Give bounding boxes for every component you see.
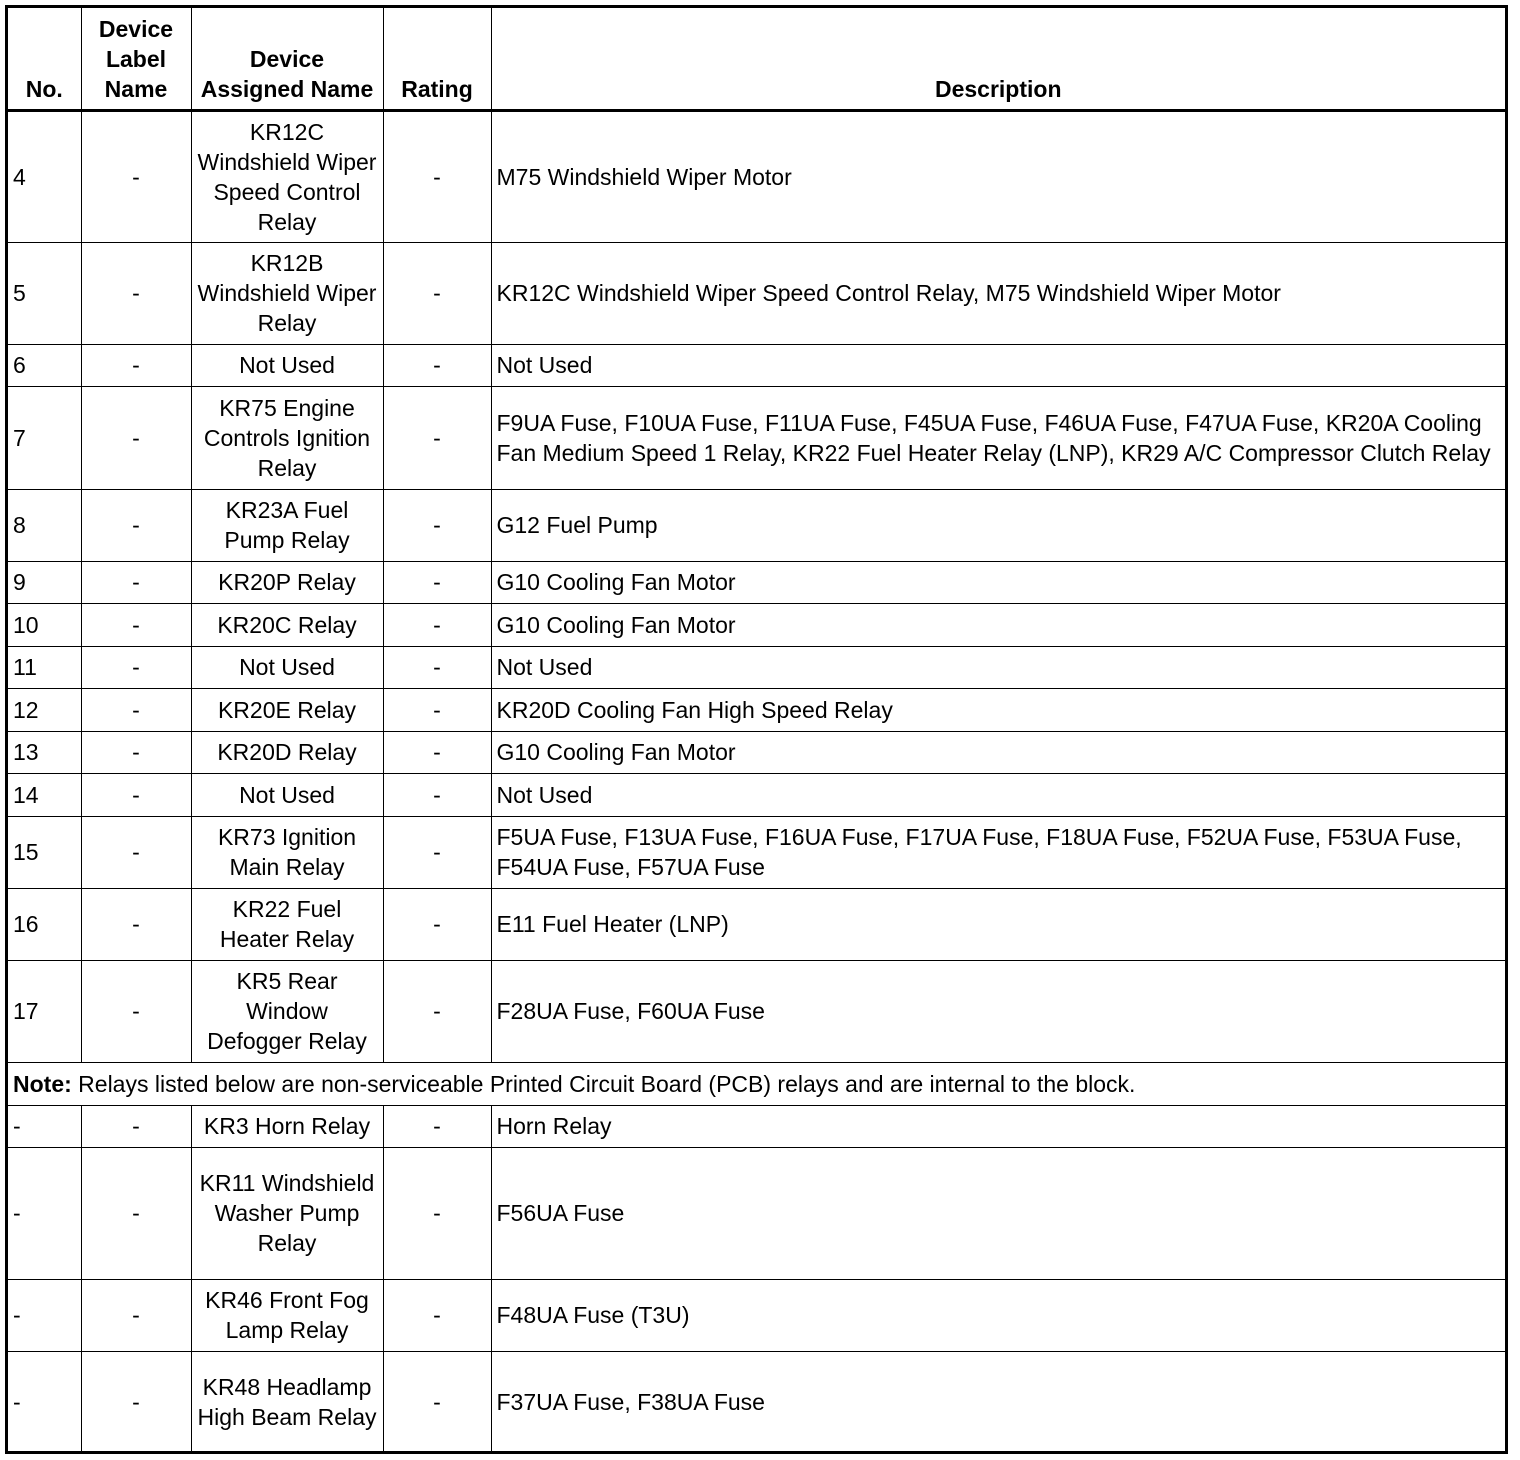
header-rating: Rating <box>383 8 491 110</box>
cell-rating: - <box>383 731 491 773</box>
header-device-assigned-name: Device Assigned Name <box>191 8 383 110</box>
cell-description: G10 Cooling Fan Motor <box>491 731 1505 773</box>
table-row <box>8 603 1505 646</box>
cell-description: F48UA Fuse (T3U) <box>491 1279 1505 1351</box>
cell-description: E11 Fuel Heater (LNP) <box>491 888 1505 960</box>
cell-description: G10 Cooling Fan Motor <box>491 603 1505 646</box>
cell-device-label-name: - <box>81 773 191 816</box>
table-row <box>8 646 1505 688</box>
cell-no: - <box>8 1351 81 1453</box>
table-row <box>8 731 1505 773</box>
cell-device-assigned-name: KR46 Front Fog Lamp Relay <box>191 1279 383 1351</box>
cell-rating: - <box>383 386 491 489</box>
cell-rating: - <box>383 1351 491 1453</box>
cell-rating: - <box>383 960 491 1062</box>
note-text: Relays listed below are non-serviceable Printed Circuit Board (PCB) relays and are internal to the block. <box>71 1070 1136 1097</box>
table-row <box>8 688 1505 731</box>
cell-rating: - <box>383 561 491 603</box>
cell-device-assigned-name: Not Used <box>191 773 383 816</box>
cell-rating: - <box>383 603 491 646</box>
cell-no: 17 <box>8 960 81 1062</box>
cell-description: F37UA Fuse, F38UA Fuse <box>491 1351 1505 1453</box>
cell-no: 5 <box>8 242 81 344</box>
cell-no: 8 <box>8 489 81 561</box>
cell-no: 12 <box>8 688 81 731</box>
cell-rating: - <box>383 489 491 561</box>
cell-description: KR20D Cooling Fan High Speed Relay <box>491 688 1505 731</box>
table-row <box>8 1105 1505 1147</box>
cell-no: 11 <box>8 646 81 688</box>
cell-device-assigned-name: KR22 Fuel Heater Relay <box>191 888 383 960</box>
cell-device-assigned-name: KR12C Windshield Wiper Speed Control Relay <box>191 110 383 242</box>
cell-no: 4 <box>8 110 81 242</box>
cell-device-label-name: - <box>81 688 191 731</box>
cell-rating: - <box>383 1147 491 1279</box>
cell-description: Horn Relay <box>491 1105 1505 1147</box>
cell-device-label-name: - <box>81 1279 191 1351</box>
table-row <box>8 1279 1505 1351</box>
cell-no: - <box>8 1105 81 1147</box>
cell-device-label-name: - <box>81 386 191 489</box>
header-description: Description <box>491 8 1505 110</box>
note-label: Note: <box>13 1070 72 1097</box>
table-row <box>8 816 1505 888</box>
table-row <box>8 344 1505 386</box>
cell-rating: - <box>383 816 491 888</box>
cell-no: 7 <box>8 386 81 489</box>
cell-description: G12 Fuel Pump <box>491 489 1505 561</box>
cell-no: 16 <box>8 888 81 960</box>
table-row <box>8 242 1505 344</box>
cell-device-assigned-name: KR3 Horn Relay <box>191 1105 383 1147</box>
table-row <box>8 561 1505 603</box>
cell-rating: - <box>383 1105 491 1147</box>
cell-device-assigned-name: KR20E Relay <box>191 688 383 731</box>
table-row <box>8 773 1505 816</box>
cell-description: F56UA Fuse <box>491 1147 1505 1279</box>
table-row <box>8 110 1505 242</box>
note-row <box>8 1062 1505 1105</box>
header-no: No. <box>8 8 81 110</box>
cell-device-assigned-name: KR75 Engine Controls Ignition Relay <box>191 386 383 489</box>
cell-no: 13 <box>8 731 81 773</box>
cell-rating: - <box>383 242 491 344</box>
cell-rating: - <box>383 1279 491 1351</box>
cell-device-assigned-name: KR20D Relay <box>191 731 383 773</box>
cell-description: G10 Cooling Fan Motor <box>491 561 1505 603</box>
cell-description: KR12C Windshield Wiper Speed Control Relay, M75 Windshield Wiper Motor <box>491 242 1505 344</box>
table-row <box>8 960 1505 1062</box>
cell-device-label-name: - <box>81 1105 191 1147</box>
cell-description: Not Used <box>491 344 1505 386</box>
cell-description: M75 Windshield Wiper Motor <box>491 110 1505 242</box>
cell-device-label-name: - <box>81 960 191 1062</box>
cell-no: - <box>8 1279 81 1351</box>
table-row <box>8 1351 1505 1453</box>
cell-rating: - <box>383 646 491 688</box>
cell-device-assigned-name: Not Used <box>191 344 383 386</box>
cell-device-assigned-name: KR73 Ignition Main Relay <box>191 816 383 888</box>
cell-device-assigned-name: KR20P Relay <box>191 561 383 603</box>
cell-no: 10 <box>8 603 81 646</box>
cell-rating: - <box>383 773 491 816</box>
cell-rating: - <box>383 688 491 731</box>
cell-device-assigned-name: KR23A Fuel Pump Relay <box>191 489 383 561</box>
cell-description: F5UA Fuse, F13UA Fuse, F16UA Fuse, F17UA Fuse, F18UA Fuse, F52UA Fuse, F53UA Fuse, F54UA Fuse, F57UA Fuse <box>491 816 1505 888</box>
table-row <box>8 1147 1505 1279</box>
cell-description: Not Used <box>491 773 1505 816</box>
cell-description: Not Used <box>491 646 1505 688</box>
cell-device-label-name: - <box>81 603 191 646</box>
cell-device-assigned-name: KR5 Rear Window Defogger Relay <box>191 960 383 1062</box>
cell-no: 9 <box>8 561 81 603</box>
cell-device-assigned-name: KR20C Relay <box>191 603 383 646</box>
cell-description: F28UA Fuse, F60UA Fuse <box>491 960 1505 1062</box>
cell-description: F9UA Fuse, F10UA Fuse, F11UA Fuse, F45UA Fuse, F46UA Fuse, F47UA Fuse, KR20A Cooling Fan Medium Speed 1 Relay, KR22 Fuel Heater Relay (LNP), KR29 A/C Compressor Clutch Relay <box>491 386 1505 489</box>
header-device-label-name: Device Label Name <box>81 8 191 110</box>
note-cell <box>8 1062 1505 1105</box>
header-row <box>8 8 1505 110</box>
relay-table-sheet <box>5 5 1508 1454</box>
cell-device-label-name: - <box>81 344 191 386</box>
table-row <box>8 888 1505 960</box>
cell-device-label-name: - <box>81 1351 191 1453</box>
cell-device-assigned-name: Not Used <box>191 646 383 688</box>
cell-device-label-name: - <box>81 888 191 960</box>
relay-table <box>8 8 1505 1453</box>
cell-no: 14 <box>8 773 81 816</box>
cell-device-assigned-name: KR11 Windshield Washer Pump Relay <box>191 1147 383 1279</box>
cell-device-label-name: - <box>81 646 191 688</box>
cell-device-label-name: - <box>81 489 191 561</box>
cell-device-label-name: - <box>81 1147 191 1279</box>
cell-rating: - <box>383 888 491 960</box>
cell-device-label-name: - <box>81 242 191 344</box>
table-row <box>8 386 1505 489</box>
cell-rating: - <box>383 344 491 386</box>
cell-no: 15 <box>8 816 81 888</box>
cell-device-label-name: - <box>81 731 191 773</box>
cell-no: 6 <box>8 344 81 386</box>
cell-device-label-name: - <box>81 110 191 242</box>
cell-no: - <box>8 1147 81 1279</box>
cell-rating: - <box>383 110 491 242</box>
cell-device-assigned-name: KR48 Headlamp High Beam Relay <box>191 1351 383 1453</box>
cell-device-label-name: - <box>81 561 191 603</box>
table-row <box>8 489 1505 561</box>
cell-device-assigned-name: KR12B Windshield Wiper Relay <box>191 242 383 344</box>
cell-device-label-name: - <box>81 816 191 888</box>
